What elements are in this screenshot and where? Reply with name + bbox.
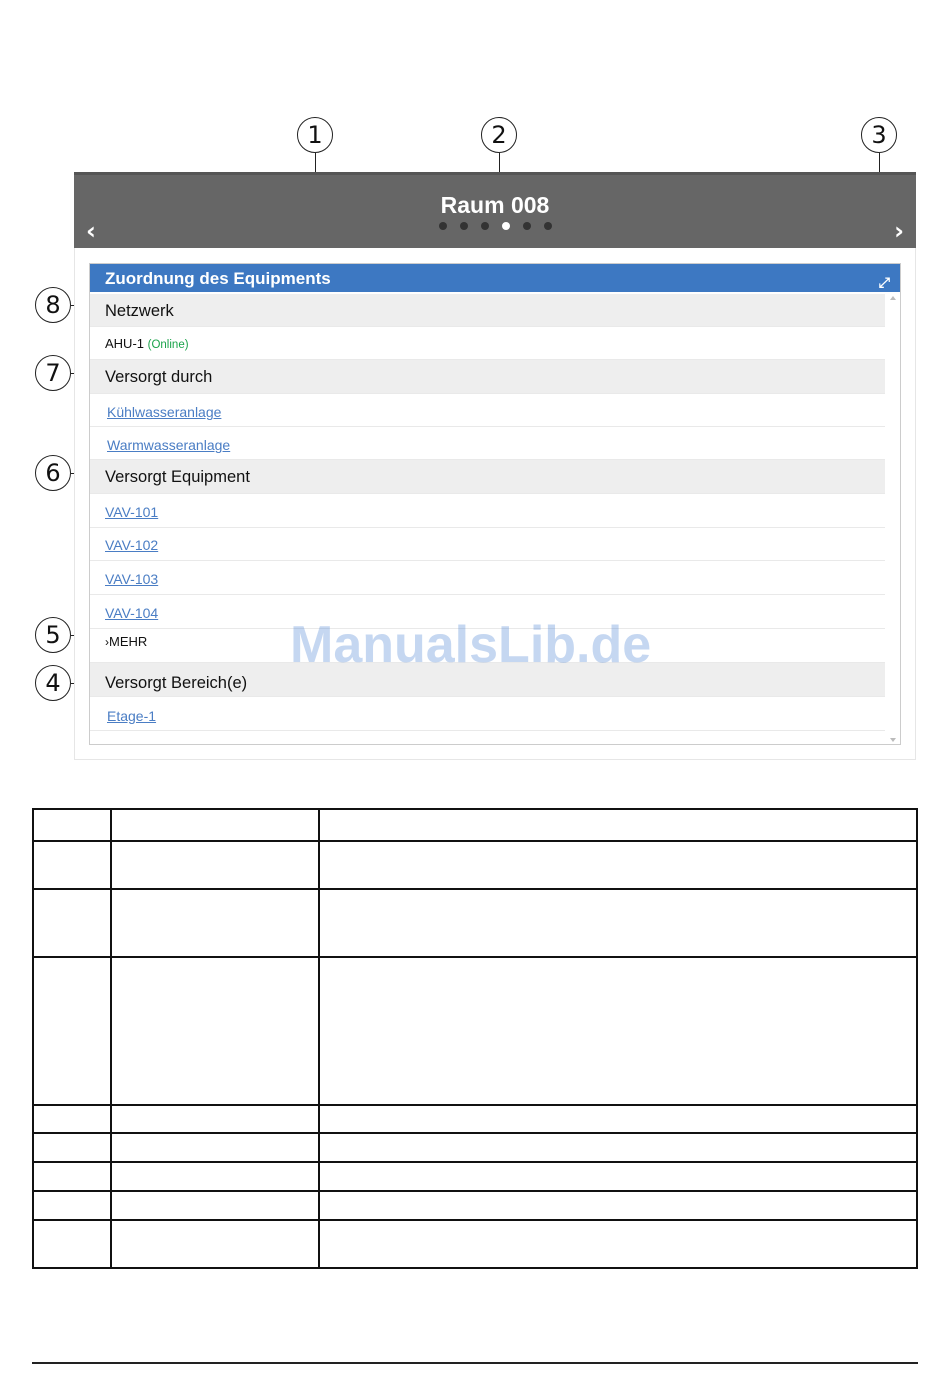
page-dot-active[interactable] (502, 222, 510, 230)
section-label: Versorgt durch (105, 368, 213, 386)
legend-table (32, 808, 918, 1269)
room-title: Raum 008 (440, 192, 550, 218)
table-row (33, 1162, 917, 1191)
chevron-left-icon[interactable]: ‹ (86, 217, 96, 245)
device-name: AHU-1 (105, 336, 145, 351)
section-label: Versorgt Equipment (105, 468, 250, 486)
table-row (33, 1220, 917, 1268)
section-supplied-by (90, 360, 885, 394)
table-row (33, 957, 917, 1105)
list-item (90, 394, 885, 427)
panel-title: Zuordnung des Equipments (105, 269, 331, 288)
callout-6: 6 (35, 455, 71, 491)
callout-8: 8 (35, 287, 71, 323)
list-item (90, 561, 885, 595)
room-header (74, 172, 916, 248)
section-label: Versorgt Bereich(e) (105, 674, 248, 692)
section-network (90, 294, 885, 327)
list-item (90, 427, 885, 460)
equipment-link[interactable]: VAV-102 (105, 537, 159, 553)
list-item (90, 494, 885, 528)
equipment-link[interactable]: VAV-103 (105, 571, 159, 587)
footer-rule (32, 1362, 918, 1364)
callout-4: 4 (35, 665, 71, 701)
chevron-right-icon[interactable]: › (894, 217, 904, 245)
section-label: Netzwerk (105, 302, 174, 320)
table-row (33, 809, 917, 841)
page-dot[interactable] (544, 222, 552, 230)
list-item-network[interactable] (90, 327, 885, 360)
watermark: ManualsLib.de (290, 616, 652, 674)
page-dot[interactable] (523, 222, 531, 230)
panel-title-bar (90, 264, 900, 292)
callout-5: 5 (35, 617, 71, 653)
status-badge: (Online) (147, 339, 189, 351)
page-dot[interactable] (439, 222, 447, 230)
equipment-link[interactable]: VAV-101 (105, 504, 159, 520)
table-row (33, 1191, 917, 1220)
callout-1: 1 (297, 117, 333, 153)
list-item (90, 528, 885, 561)
callout-7: 7 (35, 355, 71, 391)
table-row (33, 1105, 917, 1133)
chevron-right-small-icon: › (105, 635, 109, 649)
list-item (90, 697, 885, 731)
expand-icon[interactable]: ⤢ (878, 275, 890, 291)
scrollbar[interactable] (888, 294, 898, 744)
supplier-link[interactable]: Warmwasseranlage (107, 437, 231, 453)
equipment-link[interactable]: VAV-104 (105, 605, 159, 621)
table-row (33, 1133, 917, 1162)
callout-2: 2 (481, 117, 517, 153)
area-link[interactable]: Etage-1 (107, 708, 157, 724)
page-dot[interactable] (481, 222, 489, 230)
scroll-down-icon[interactable] (890, 738, 896, 742)
table-row (33, 889, 917, 957)
more-label: MEHR (109, 634, 148, 649)
page-indicator (74, 222, 916, 230)
scroll-up-icon[interactable] (890, 296, 896, 300)
supplier-link[interactable]: Kühlwasseranlage (107, 404, 222, 420)
callout-3: 3 (861, 117, 897, 153)
page-dot[interactable] (460, 222, 468, 230)
section-supplies-equipment (90, 460, 885, 494)
table-row (33, 841, 917, 889)
